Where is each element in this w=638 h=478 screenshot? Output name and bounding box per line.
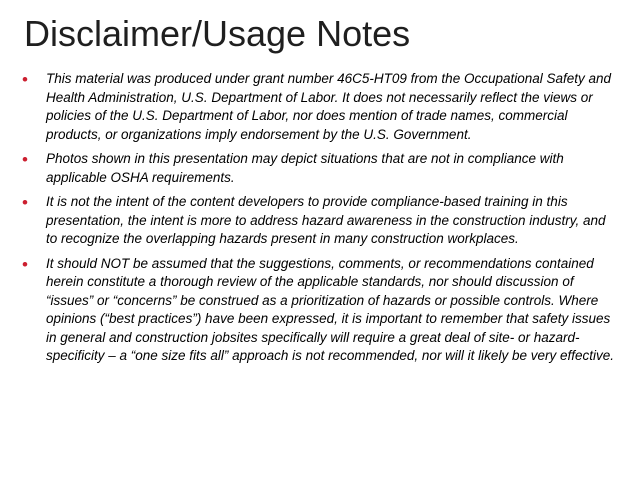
bullet-item <box>0 193 638 249</box>
bullet-icon: • <box>22 254 28 274</box>
bullet-text: It is not the intent of the content developers to provide compliance-based training in this presentation, the intent is more to address hazard awareness in the construction industry, and to recognize the overlapping hazards present in many construction workplaces. <box>46 194 606 246</box>
bullet-list <box>0 70 638 372</box>
bullet-text: This material was produced under grant number 46C5-HT09 from the Occupational Safety and Health Administration, U.S. Department of Labor. It does not necessarily reflect the views or policies of the U.S. Department of Labor, nor does mention of trade names, commercial products, or organizations imply endorsement by the U.S. Government. <box>46 71 612 142</box>
slide-title: Disclaimer/Usage Notes <box>24 13 411 54</box>
bullet-item <box>0 150 638 187</box>
bullet-item <box>0 255 638 366</box>
bullet-text: It should NOT be assumed that the suggestions, comments, or recommendations contained herein constitute a thorough review of the applicable standards, nor should discussion of “issues” or “concerns” be construed as a prioritization of hazards or possible controls. Where opinions (“best practices”) have been expressed, it is important to remember that safety issues in general and construction jobsites specifically will require a great deal of site- or hazard-specificity – a “one size fits all” approach is not recommended, nor will it likely be very effective. <box>46 255 614 363</box>
bullet-text: Photos shown in this presentation may depict situations that are not in compliance with applicable OSHA requirements. <box>46 151 564 185</box>
bullet-icon: • <box>22 193 28 212</box>
bullet-item <box>0 70 638 144</box>
bullet-icon: • <box>22 70 28 89</box>
bullet-icon: • <box>22 150 28 169</box>
